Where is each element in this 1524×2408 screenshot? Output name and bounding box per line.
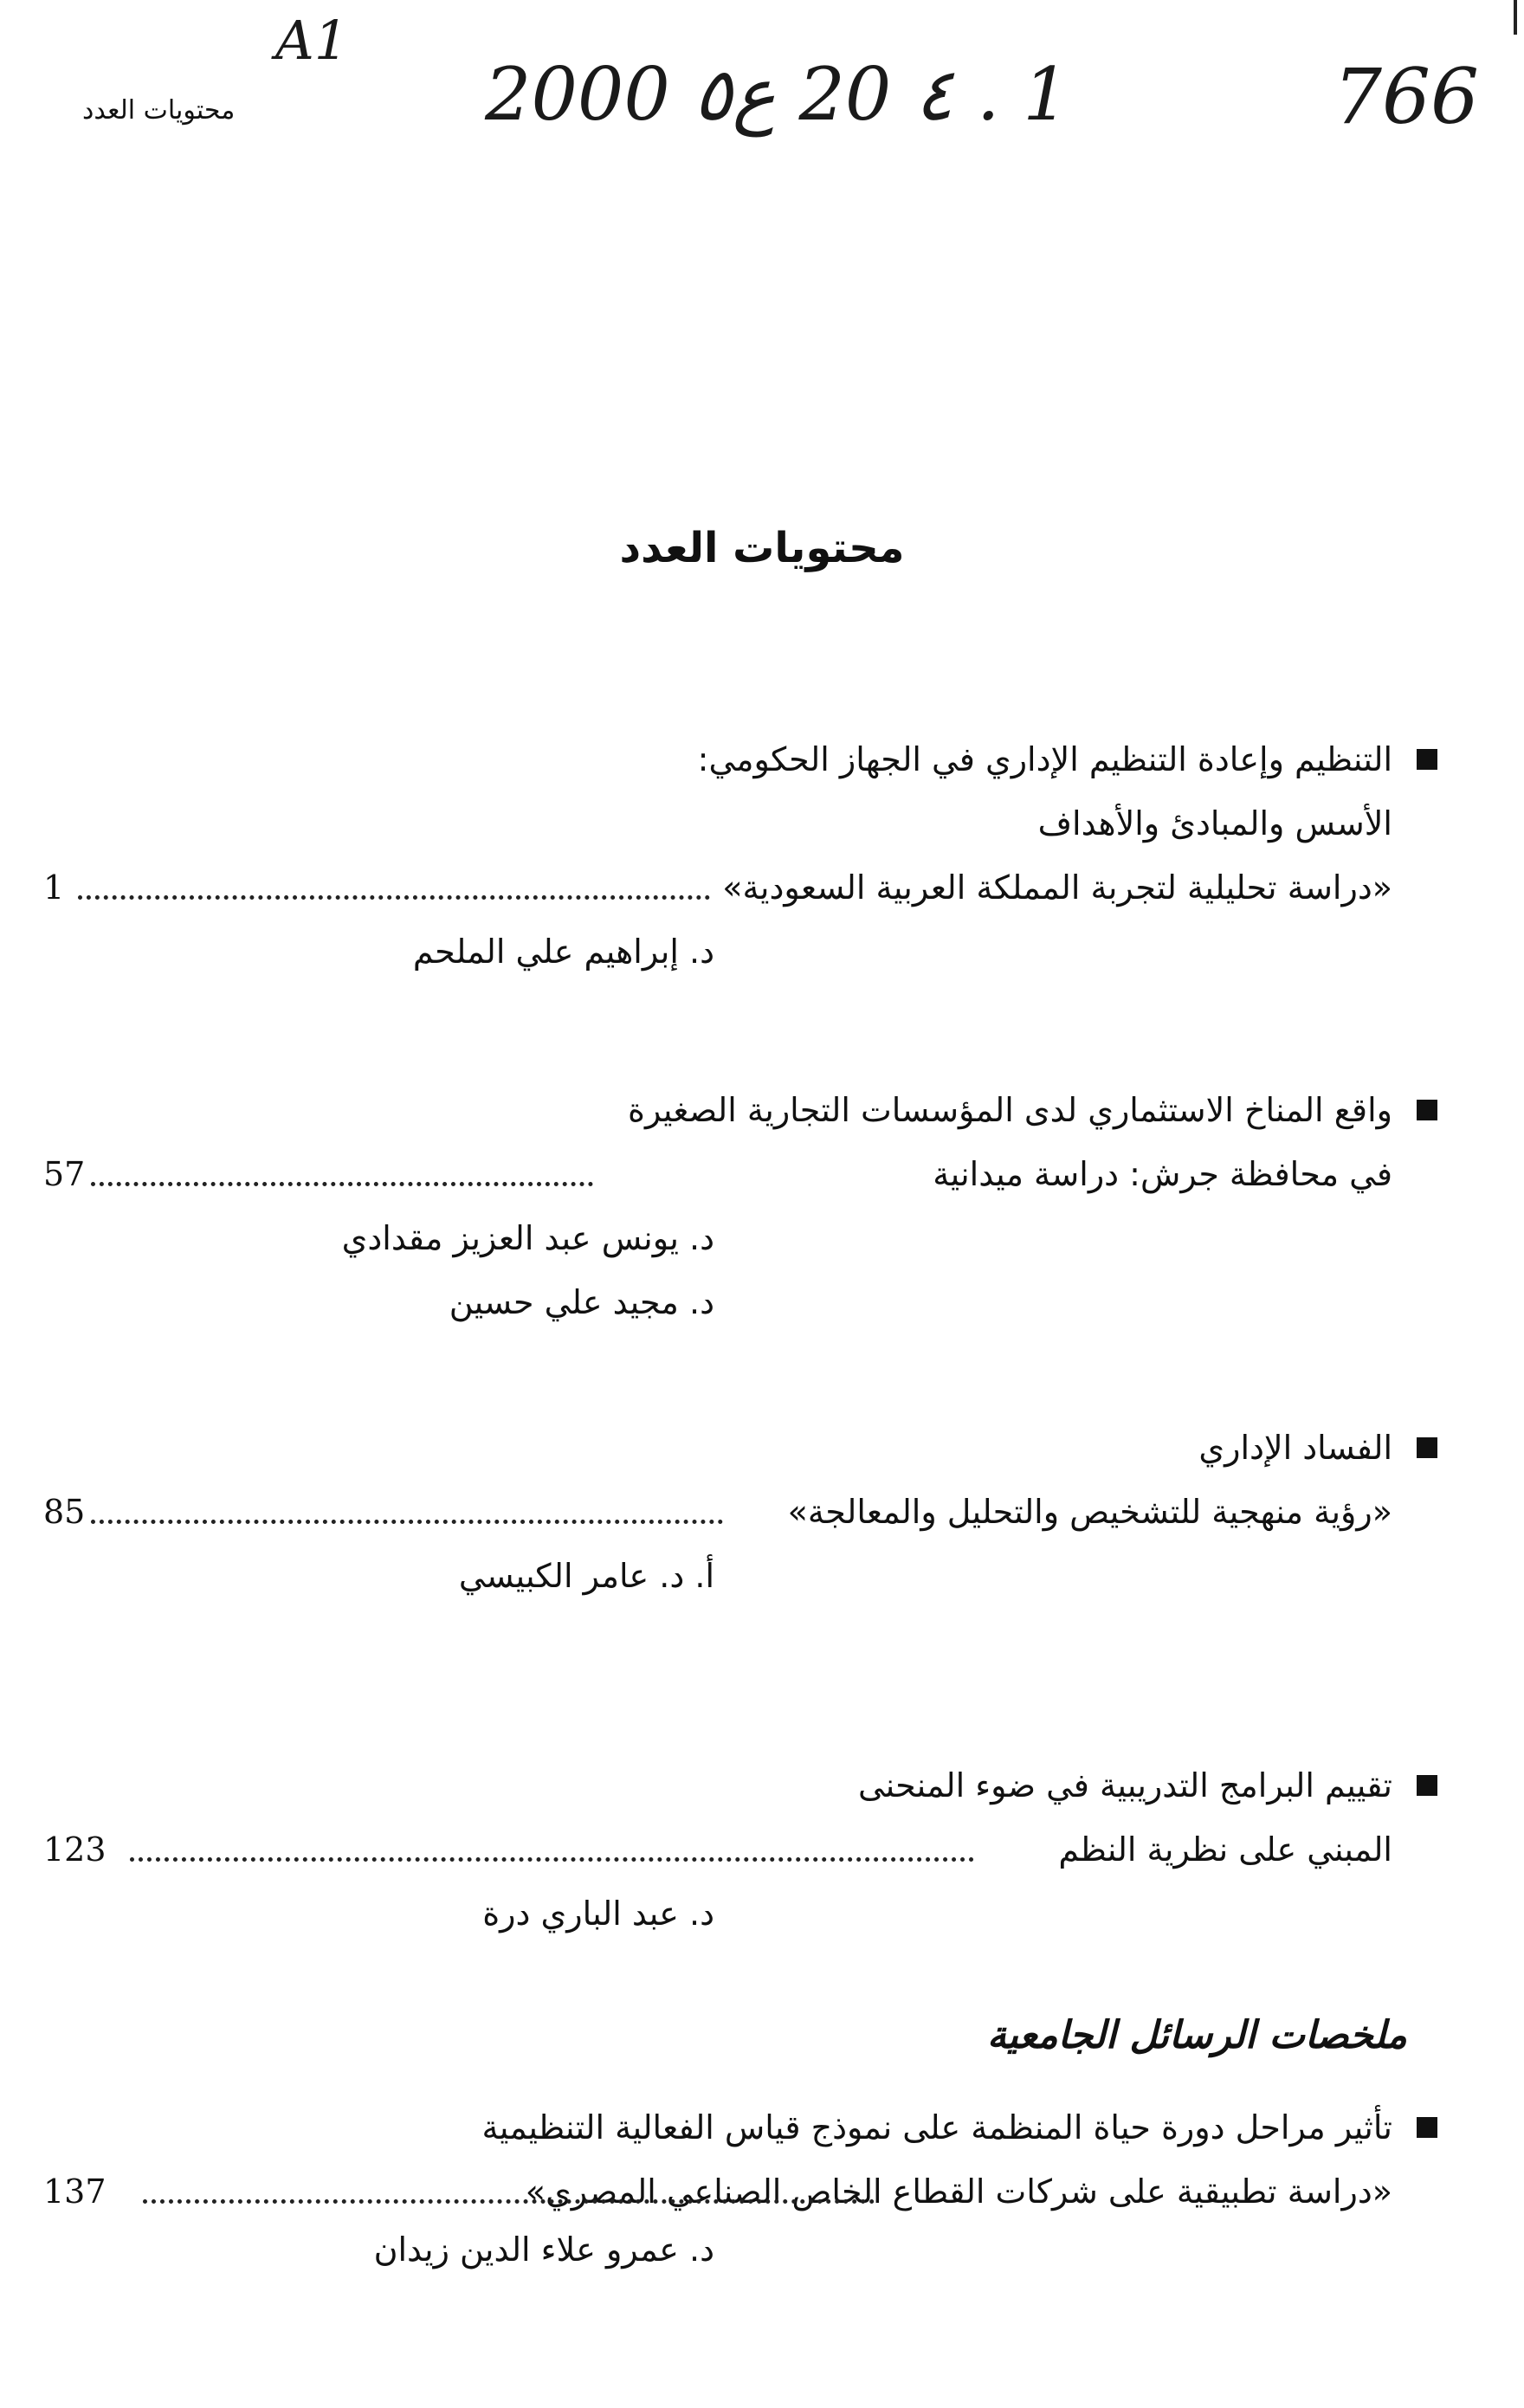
entry-title-line: الفساد الإداري: [1198, 1429, 1392, 1467]
page-number: 85: [43, 1493, 86, 1531]
toc-line: [43, 1416, 1437, 1480]
running-header: محتويات العدد: [82, 95, 236, 126]
handwritten-number: 766: [1334, 52, 1479, 141]
toc-line: [43, 1480, 1437, 1544]
entry-title-line: «دراسة تحليلية لتجربة المملكة العربية السعودية»: [722, 868, 1392, 907]
entry-title-line: واقع المناخ الاستثماري لدى المؤسسات التجارية الصغيرة: [628, 1091, 1392, 1129]
toc-line: [43, 1206, 1437, 1270]
toc-line: [43, 1753, 1437, 1817]
toc-entry: [43, 727, 1437, 984]
entry-title-line: الأسس والمبادئ والأهداف: [1037, 804, 1392, 842]
dot-leader: [91, 1182, 593, 1186]
author-name: د. مجيد علي حسين: [449, 1283, 714, 1321]
toc-line: [43, 1544, 1437, 1608]
page-number: 57: [43, 1155, 86, 1193]
toc-line: [43, 1142, 1437, 1206]
toc-line: [43, 2095, 1437, 2159]
author-name: د. يونس عبد العزيز مقدادي: [341, 1219, 714, 1257]
entry-title-line: المبني على نظرية النظم: [1058, 1830, 1392, 1869]
dot-leader: [91, 1520, 723, 1524]
section-heading: ملخصات الرسائل الجامعية: [986, 2013, 1407, 2057]
scan-frame-edge: [1514, 0, 1517, 35]
toc-entry: [43, 1078, 1437, 1334]
dot-leader: [143, 2199, 875, 2204]
toc-line: [43, 920, 1437, 984]
page-number: 123: [43, 1830, 107, 1869]
toc-line: [43, 791, 1437, 855]
author-name: د. عبد الباري درة: [482, 1895, 714, 1933]
toc-line: [43, 1270, 1437, 1334]
handwritten-reference: 1 . ٤ 20 ع٥ 2000: [485, 52, 1069, 137]
entry-title-line: في محافظة جرش: دراسة ميدانية: [933, 1155, 1392, 1193]
author-name: د. عمرو علاء الدين زيدان: [373, 2230, 714, 2269]
dot-leader: [78, 895, 710, 900]
entry-title-line: تأثير مراحل دورة حياة المنظمة على نموذج قياس الفعالية التنظيمية: [481, 2108, 1392, 2147]
toc-line: [43, 2224, 1437, 2276]
entry-title-line: تقييم البرامج التدريبية في ضوء المنحنى: [857, 1766, 1392, 1804]
dot-leader: [130, 1857, 974, 1862]
toc-entry: [43, 1753, 1437, 1946]
page-number: 137: [43, 2172, 107, 2211]
bullet-square-icon: [1417, 1100, 1437, 1120]
entry-title-line: التنظيم وإعادة التنظيم الإداري في الجهاز الحكومي:: [697, 740, 1392, 778]
page-title: محتويات العدد: [619, 524, 905, 572]
bullet-square-icon: [1417, 749, 1437, 770]
toc-line: [43, 1882, 1437, 1946]
bullet-square-icon: [1417, 2117, 1437, 2138]
author-name: د. إبراهيم علي الملحم: [412, 933, 714, 971]
handwritten-annotation-a1: A1: [275, 9, 349, 72]
entry-title-line: «دراسة تطبيقية على شركات القطاع الخاص الصناعي المصري»: [525, 2172, 1392, 2211]
toc-line: [43, 2159, 1437, 2224]
toc-line: [43, 855, 1437, 920]
entry-title-line: «رؤية منهجية للتشخيص والتحليل والمعالجة»: [787, 1493, 1392, 1531]
bullet-square-icon: [1417, 1437, 1437, 1458]
page-number: 1: [43, 868, 65, 907]
author-name: أ. د. عامر الكبيسي: [458, 1557, 714, 1595]
toc-line: [43, 1817, 1437, 1882]
toc-entry: [43, 1416, 1437, 1608]
toc-line: [43, 727, 1437, 791]
toc-line: [43, 1078, 1437, 1142]
toc-entry: [43, 2095, 1437, 2276]
bullet-square-icon: [1417, 1775, 1437, 1796]
